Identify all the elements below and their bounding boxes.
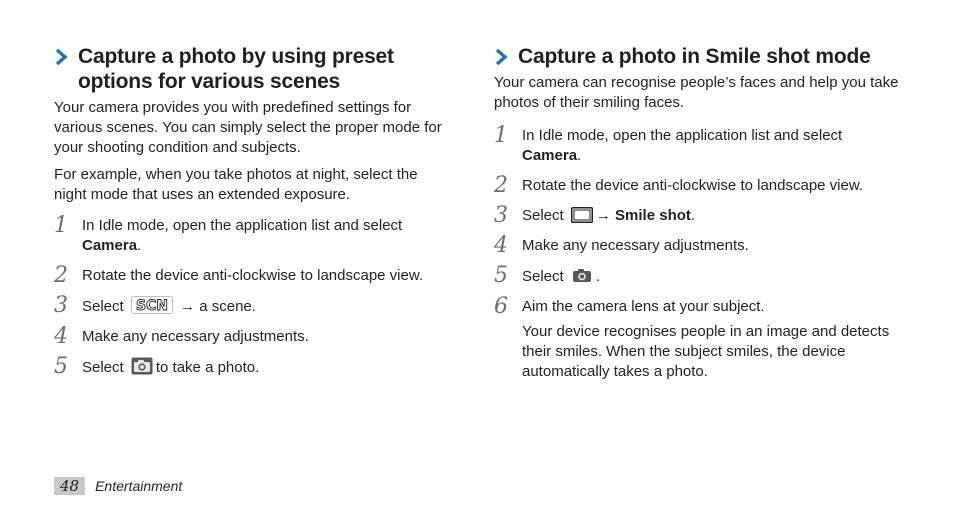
step-post: to take a photo. [155,359,260,376]
right-step-2 [494,173,904,198]
left-column [54,44,454,388]
step-number: 3 [54,293,68,318]
step-pre: Select [82,359,124,376]
step-bold: Camera [522,147,578,164]
step-arrow: → [595,207,611,224]
step-after: . [690,207,696,224]
step-number: 1 [494,123,508,148]
left-example: For example, when you take photos at night, select the night mode that uses an extended exposure. [54,166,418,203]
step-number: 5 [494,263,508,288]
page-footer [54,477,182,495]
right-steps [494,123,904,382]
step-text: Make any necessary adjustments. [522,237,749,254]
step-number: 4 [54,324,68,349]
step-number: 5 [54,354,68,379]
step-text: Make any necessary adjustments. [82,328,309,345]
step-number: 2 [54,263,68,288]
chevron-right-icon [54,48,68,66]
step-text: In Idle mode, open the application list and select [82,217,403,234]
step-number: 2 [494,173,508,198]
page-number: 48 [54,477,85,495]
right-intro: Your camera can recognise people’s faces and help you take photos of their smiling faces. [494,74,899,111]
right-heading-text: Capture a photo in Smile shot mode [518,45,871,68]
step-number: 6 [494,294,508,319]
left-step-4 [54,324,454,349]
mode-frame-icon [571,207,593,223]
right-step-6 [494,294,904,382]
section-name: Entertainment [95,478,183,494]
chevron-right-icon [494,48,508,66]
step-after: . [137,237,142,254]
step-text: Aim the camera lens at your subject. [522,298,765,315]
step-pre: Select [82,298,124,315]
right-heading [494,44,904,69]
step-text: Rotate the device anti-clockwise to landscape view. [82,267,424,284]
step-number: 4 [494,233,508,258]
camera-icon [571,266,593,284]
left-intro: Your camera provides you with predefined settings for various scenes. You can simply select the proper mode for your shooting condition and subjects. [54,99,442,156]
right-step-1 [494,123,904,166]
step-number: 3 [494,203,508,228]
left-heading-text: Capture a photo by using preset options for various scenes [78,45,394,93]
step-number: 1 [54,213,68,238]
step-pre: Select [522,207,564,224]
left-step-3 [54,293,454,318]
step-bold: Smile shot [615,207,691,224]
left-step-2 [54,263,454,288]
step-after: . [577,147,582,164]
right-step-4 [494,233,904,258]
step-pre: Select [522,268,564,285]
step-note: Your device recognises people in an image and detects their smiles. When the subject smiles, the device automatically takes a photo. [522,323,890,380]
camera-icon [131,357,153,375]
step-after: . [595,268,601,285]
step-text: In Idle mode, open the application list and select [522,127,843,144]
scn-icon [131,296,173,314]
right-step-5 [494,263,904,288]
right-column [494,44,904,392]
step-post: → a scene. [180,298,256,315]
left-step-5 [54,354,454,379]
scn-icon-label: SCN [135,298,168,314]
left-steps [54,213,454,379]
left-heading [54,44,454,94]
right-step-3 [494,203,904,228]
step-text: Rotate the device anti-clockwise to landscape view. [522,177,864,194]
left-step-1 [54,213,454,256]
step-bold: Camera [82,237,138,254]
